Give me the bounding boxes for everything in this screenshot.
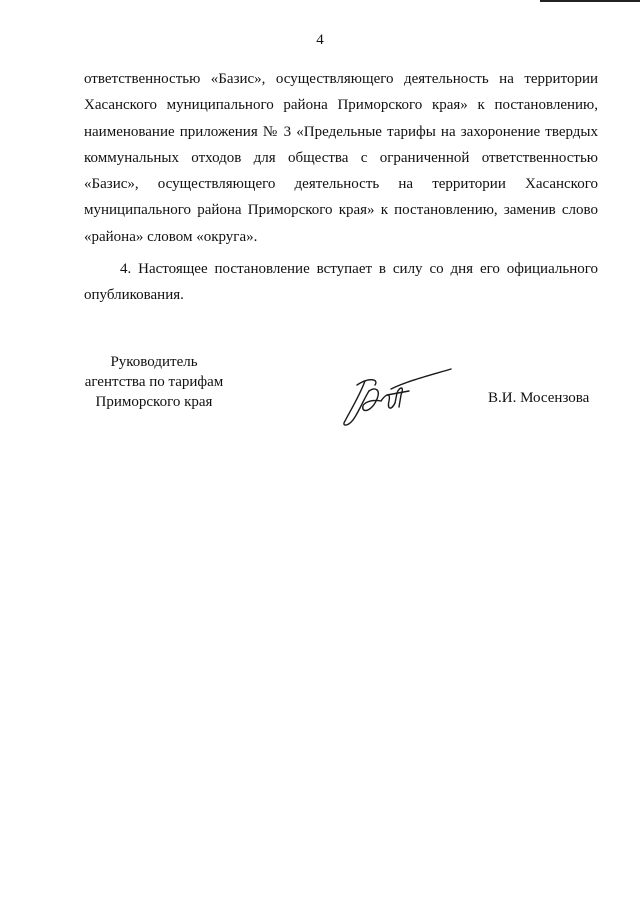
page-number: 4 [316, 32, 324, 48]
paragraph-1-last-line: «района» словом «округа». [84, 228, 258, 245]
paragraph-2-last-line: опубликования. [84, 287, 184, 304]
position-line: агентства по тарифам [84, 374, 224, 390]
paragraph-1-line: муниципального района Приморского края» к постановлению, заменив слово [84, 202, 598, 219]
signatory-position [74, 352, 234, 412]
paragraph-2-first-line: 4. Настоящее постановление вступает в силу со дня его официального [120, 261, 598, 278]
paragraph-1-line: Хасанского муниципального района Приморского края» к постановлению, [84, 97, 598, 114]
handwritten-signature [335, 365, 455, 431]
paragraph-1-line: наименование приложения № 3 «Предельные тарифы на захоронение твердых [84, 123, 598, 140]
document-body [84, 66, 598, 309]
paragraph-1-line: коммунальных отходов для общества с ограниченной ответственностью [84, 149, 598, 166]
paragraph-1-line: ответственностью «Базис», осуществляющего деятельность на территории [84, 71, 598, 87]
position-line: Приморского края [95, 394, 213, 410]
top-edge-rule [540, 0, 640, 2]
signer-name: В.И. Мосензова [488, 390, 590, 406]
paragraph-1-line: «Базис», осуществляющего деятельность на территории Хасанского [84, 176, 598, 193]
position-line: Руководитель [110, 354, 198, 370]
